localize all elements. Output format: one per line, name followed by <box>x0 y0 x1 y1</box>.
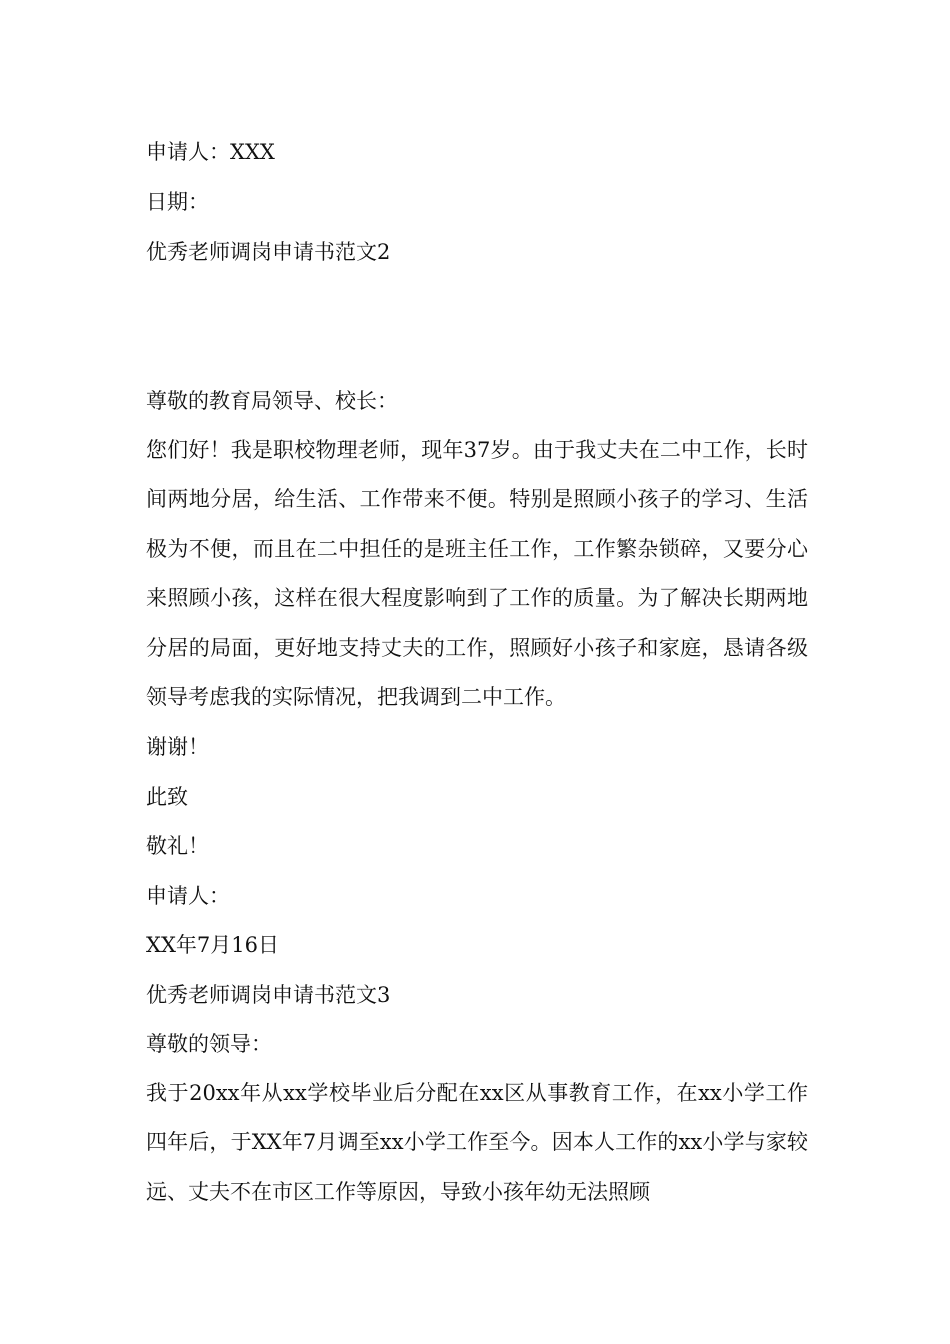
letter2-salutation: 尊敬的教育局领导、校长： <box>146 389 398 413</box>
applicant-line: 申请人：XXX <box>146 140 275 164</box>
letter2-date: XX年7月16日 <box>146 933 279 957</box>
date-line: 日期： <box>146 190 209 214</box>
section-title-2: 优秀老师调岗申请书范文2 <box>146 240 391 264</box>
letter2-closing-1: 此致 <box>146 785 188 809</box>
letter3-salutation: 尊敬的领导： <box>146 1032 272 1056</box>
letter2-closing-2: 敬礼！ <box>146 834 209 858</box>
letter2-thanks: 谢谢！ <box>146 735 209 759</box>
letter3-body: 我于20xx年从xx学校毕业后分配在xx区从事教育工作，在xx小学工作四年后，于XX年7月调至xx小学工作至今。因本人工作的xx小学与家较远、丈夫不在市区工作等原因，导致小孩年幼无法照顾 <box>146 1081 808 1204</box>
letter2-body: 您们好！我是职校物理老师，现年37岁。由于我丈夫在二中工作，长时间两地分居，给生活、工作带来不便。特别是照顾小孩子的学习、生活极为不便，而且在二中担任的是班主任工作，工作繁杂锁碎，又要分心来照顾小孩，这样在很大程度影响到了工作的质量。为了解决长期两地分居的局面，更好地支持丈夫的工作，照顾好小孩子和家庭，恳请各级领导考虑我的实际情况，把我调到二中工作。 <box>146 438 808 710</box>
section-title-3: 优秀老师调岗申请书范文3 <box>146 983 391 1007</box>
letter2-applicant: 申请人： <box>146 884 230 908</box>
